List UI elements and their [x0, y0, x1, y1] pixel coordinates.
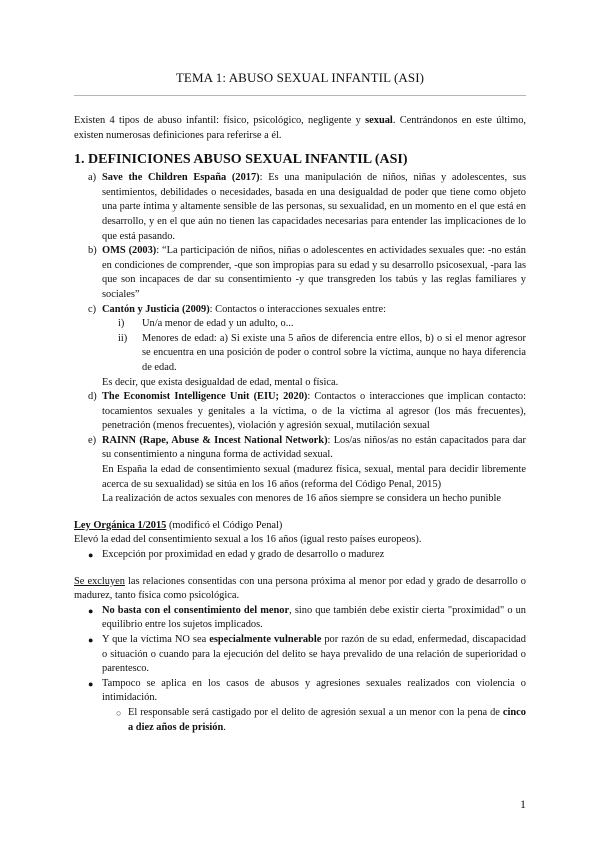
sub-bullet-text: El responsable será castigado por el delito de agresión sexual a un menor con la pena de: [128, 706, 503, 718]
definition-source: RAINN (Rape, Abuse & Incest National Network): [102, 434, 328, 446]
bullet-bold: especialmente vulnerable: [209, 634, 322, 645]
hollow-bullet-icon: ○: [116, 707, 122, 718]
definition-item-d: [74, 390, 526, 434]
law-description: Elevó la edad del consentimiento sexual a los 16 años (igual resto países europeos).: [74, 534, 422, 546]
definition-item-e: [74, 434, 526, 463]
exclusion-bullet-2: [74, 633, 526, 677]
bullet-icon: ●: [88, 635, 94, 645]
section-heading: 1. DEFINICIONES ABUSO SEXUAL INFANTIL (ASI): [74, 152, 408, 168]
intro-bold-word: sexual: [365, 115, 393, 126]
definition-e-extra-2: La realización de actos sexuales con menores de 16 años siempre se considera un hecho punible: [102, 493, 502, 505]
document-body: [74, 114, 526, 735]
list-marker: d): [88, 391, 97, 403]
definition-text: : Contactos o interacciones sexuales entre:: [209, 303, 386, 315]
exclusion-sub-bullet: [74, 706, 526, 735]
sub-bullet-bold: cinco a diez años de prisión: [128, 706, 526, 733]
definition-text: : Es una manipulación de niños, niñas y adolescentes, sus sentimientos, debilidades o necesidades, basada en una desigualdad de poder que tiene como objeto una parte íntima y altamente sensible de las personas, su sexualidad, en un momento en el que está en desarrollo, y en el que aún no tienen las capacidades necesarias para entender las implicaciones de lo que está pasando.: [102, 172, 526, 242]
law-bullet: [74, 548, 526, 563]
sub-item-text: Un/a menor de edad y un adulto, o...: [142, 318, 294, 330]
definition-item-a: [74, 171, 526, 244]
law-title-suffix: (modificó el Código Penal): [166, 519, 283, 531]
bullet-text: Tampoco se aplica en los casos de abusos y agresiones sexuales realizados con violencia o intimidación.: [102, 677, 526, 704]
page-number: 1: [520, 797, 526, 811]
definition-text: : “La participación de niños, niñas o adolescentes en actividades sexuales que: -no están en condiciones de comprender, -que son impropias para su edad y su desarrollo psicosexual, -para las que son incapaces de dar su consentimiento -y que transgreden los tabús y las reglas familiares y sociales”: [102, 245, 526, 300]
intro-paragraph: [74, 114, 526, 143]
exclusions-lead-underlined: Se excluyen: [74, 575, 125, 587]
law-title: Ley Orgánica 1/2015: [74, 519, 167, 531]
definition-source: The Economist Intelligence Unit (EIU; 2020): [102, 391, 308, 403]
bullet-icon: ●: [88, 605, 94, 616]
definition-c-summary: Es decir, que exista desigualdad de edad, mental o física.: [102, 376, 339, 388]
bullet-icon: ●: [88, 678, 94, 689]
definition-source: Save the Children España (2017): [102, 172, 260, 184]
header-divider: [74, 95, 526, 96]
bullet-icon: ●: [88, 550, 94, 561]
page-title: TEMA 1: ABUSO SEXUAL INFANTIL (ASI): [175, 70, 425, 85]
bullet-text: , sino que también debe existir cierta "proximidad" o un equilibrio entre los sujetos implicados.: [102, 604, 526, 631]
bullet-bold: No basta con el consentimiento del menor: [102, 604, 290, 616]
sub-item-ii: [74, 332, 526, 376]
exclusions-lead: las relaciones consentidas con una persona próxima al menor por edad y grado de desarrollo o madurez, tanto física como psicológica.: [74, 575, 526, 602]
list-marker: b): [88, 245, 97, 257]
definition-source: OMS (2003): [102, 245, 157, 257]
exclusion-bullet-1: [74, 604, 526, 633]
definition-item-b: [74, 244, 526, 302]
definition-source: Cantón y Justicia (2009): [102, 303, 210, 315]
intro-text-2: . Centrándonos en este último, existen numerosas definiciones para referirse a él.: [74, 115, 526, 141]
exclusions-section: [74, 575, 526, 736]
sub-item-text: Menores de edad: a) Si existe una 5 años de diferencia entre ellos, b) o si el menor agresor se encuentra en una posición de poder o control sobre la víctima, aunque no haya diferencia de edad.: [142, 332, 526, 373]
sub-item-i: [74, 317, 526, 332]
definition-item-c: [74, 303, 526, 318]
sub-bullet-end: .: [223, 721, 226, 733]
bullet-pre: Y que la víctima NO sea: [102, 634, 210, 645]
exclusion-bullet-3: [74, 677, 526, 706]
law-section: [74, 519, 526, 563]
definition-text: : Contactos o interacciones que implican contacto: tocamientos sexuales y genitales a la víctima, o de la víctima al agresor (los más frecuentes), penetración (menos frecuentes), violación y agresión sexual, mutilación sexual: [102, 391, 526, 432]
sub-list-marker: i): [118, 318, 125, 330]
list-marker: c): [88, 303, 97, 315]
bullet-text: por razón de su edad, enfermedad, discapacidad o situación o cuando para la ejecución del delito se haya prevalido de una relación de superioridad o parentesco.: [102, 634, 526, 675]
sub-list-marker: ii): [118, 332, 128, 344]
list-marker: e): [88, 434, 97, 446]
list-marker: a): [88, 172, 97, 184]
definition-text: : Los/as niños/as no están capacitados para dar su consentimiento a ninguna forma de actividad sexual.: [102, 434, 526, 461]
definition-e-extra-1: En España la edad de consentimiento sexual (madurez física, sexual, mental para decidir libremente acerca de su sexualidad) se sitúa en los 16 años (reforma del Código Penal, 2015): [102, 464, 526, 490]
law-bullet-text: Excepción por proximidad en edad y grado de desarrollo o madurez: [102, 549, 385, 561]
intro-text-1: Existen 4 tipos de abuso infantil: físico, psicológico, negligente y: [74, 115, 366, 126]
